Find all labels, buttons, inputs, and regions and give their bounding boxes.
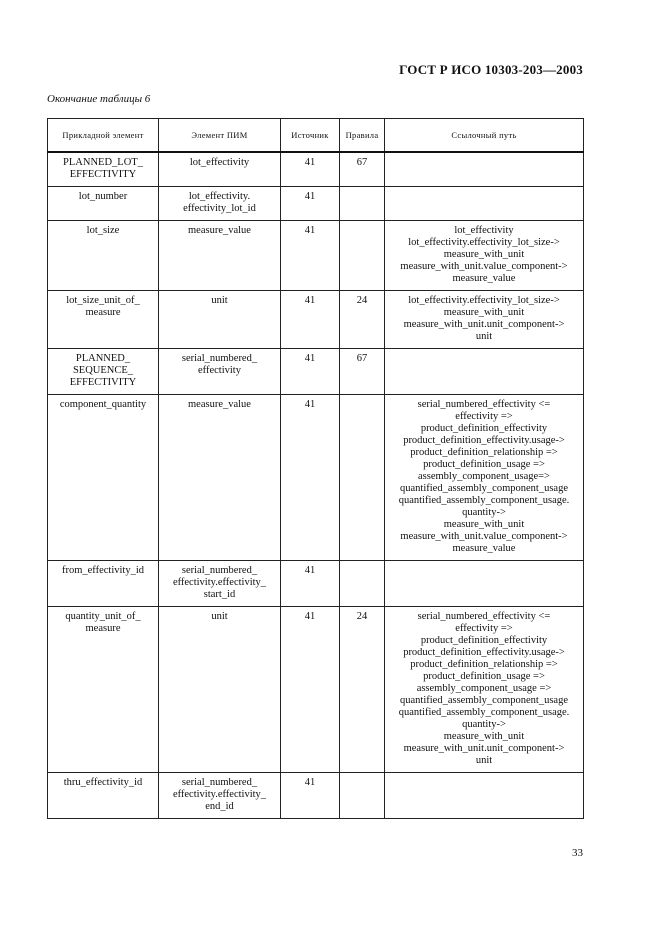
app-element-cell: from_effectivity_id	[48, 561, 159, 607]
rules-cell: 67	[340, 152, 385, 187]
reference-path-cell	[385, 349, 584, 395]
app-element-cell: PLANNED_LOT_ EFFECTIVITY	[48, 152, 159, 187]
pim-element-cell: unit	[159, 607, 281, 773]
table-row	[48, 395, 584, 561]
app-element-cell: PLANNED_ SEQUENCE_ EFFECTIVITY	[48, 349, 159, 395]
rules-cell: 67	[340, 349, 385, 395]
reference-path-cell	[385, 187, 584, 221]
column-header-pim-element: Элемент ПИМ	[159, 119, 281, 153]
page-number: 33	[572, 847, 583, 859]
rules-cell	[340, 395, 385, 561]
app-element-cell: lot_size_unit_of_ measure	[48, 291, 159, 349]
table-row	[48, 561, 584, 607]
rules-cell	[340, 187, 385, 221]
table-row	[48, 152, 584, 187]
pim-element-cell: measure_value	[159, 221, 281, 291]
pim-element-cell: serial_numbered_ effectivity.effectivity_ end_id	[159, 773, 281, 819]
pim-element-cell: unit	[159, 291, 281, 349]
table-row	[48, 187, 584, 221]
source-cell: 41	[281, 773, 340, 819]
table-row	[48, 349, 584, 395]
reference-path-cell	[385, 152, 584, 187]
pim-element-cell: serial_numbered_ effectivity.effectivity_ start_id	[159, 561, 281, 607]
reference-path-cell	[385, 561, 584, 607]
table-row	[48, 291, 584, 349]
app-element-cell: lot_size	[48, 221, 159, 291]
source-cell: 41	[281, 561, 340, 607]
rules-cell	[340, 773, 385, 819]
reference-path-cell: serial_numbered_effectivity <= effectivity => product_definition_effectivity product_definition_effectivity.usage-> product_definition_relationship => product_definition_usage => assembly_component_usage=> quantified_assembly_component_usage quantified_assembly_component_usage. quantity-> measure_with_unit measure_with_unit.value_component-> measure_value	[385, 395, 584, 561]
pim-element-cell: lot_effectivity. effectivity_lot_id	[159, 187, 281, 221]
table-row	[48, 607, 584, 773]
app-element-cell: thru_effectivity_id	[48, 773, 159, 819]
reference-path-cell: lot_effectivity.effectivity_lot_size-> measure_with_unit measure_with_unit.unit_component-> unit	[385, 291, 584, 349]
rules-cell	[340, 221, 385, 291]
table-row	[48, 773, 584, 819]
mapping-table	[47, 118, 584, 819]
rules-cell: 24	[340, 291, 385, 349]
rules-cell: 24	[340, 607, 385, 773]
table-caption: Окончание таблицы 6	[47, 93, 151, 105]
column-header-reference-path: Ссылочный путь	[385, 119, 584, 153]
app-element-cell: lot_number	[48, 187, 159, 221]
source-cell: 41	[281, 607, 340, 773]
document-header: ГОСТ Р ИСО 10303-203—2003	[399, 62, 583, 77]
source-cell: 41	[281, 221, 340, 291]
reference-path-cell: serial_numbered_effectivity <= effectivity => product_definition_effectivity product_definition_effectivity.usage-> product_definition_relationship => product_definition_usage => assembly_component_usage => quantified_assembly_component_usage quantified_assembly_component_usage. quantity-> measure_with_unit measure_with_unit.unit_component-> unit	[385, 607, 584, 773]
pim-element-cell: measure_value	[159, 395, 281, 561]
source-cell: 41	[281, 291, 340, 349]
column-header-rules: Правила	[340, 119, 385, 153]
source-cell: 41	[281, 395, 340, 561]
column-header-source: Источник	[281, 119, 340, 153]
source-cell: 41	[281, 152, 340, 187]
table-row	[48, 221, 584, 291]
app-element-cell: component_quantity	[48, 395, 159, 561]
pim-element-cell: lot_effectivity	[159, 152, 281, 187]
column-header-app-element: Прикладной элемент	[48, 119, 159, 153]
source-cell: 41	[281, 187, 340, 221]
reference-path-cell	[385, 773, 584, 819]
reference-path-cell: lot_effectivity lot_effectivity.effectivity_lot_size-> measure_with_unit measure_with_unit.value_component-> measure_value	[385, 221, 584, 291]
pim-element-cell: serial_numbered_ effectivity	[159, 349, 281, 395]
rules-cell	[340, 561, 385, 607]
app-element-cell: quantity_unit_of_ measure	[48, 607, 159, 773]
table-header-row	[48, 119, 584, 153]
source-cell: 41	[281, 349, 340, 395]
